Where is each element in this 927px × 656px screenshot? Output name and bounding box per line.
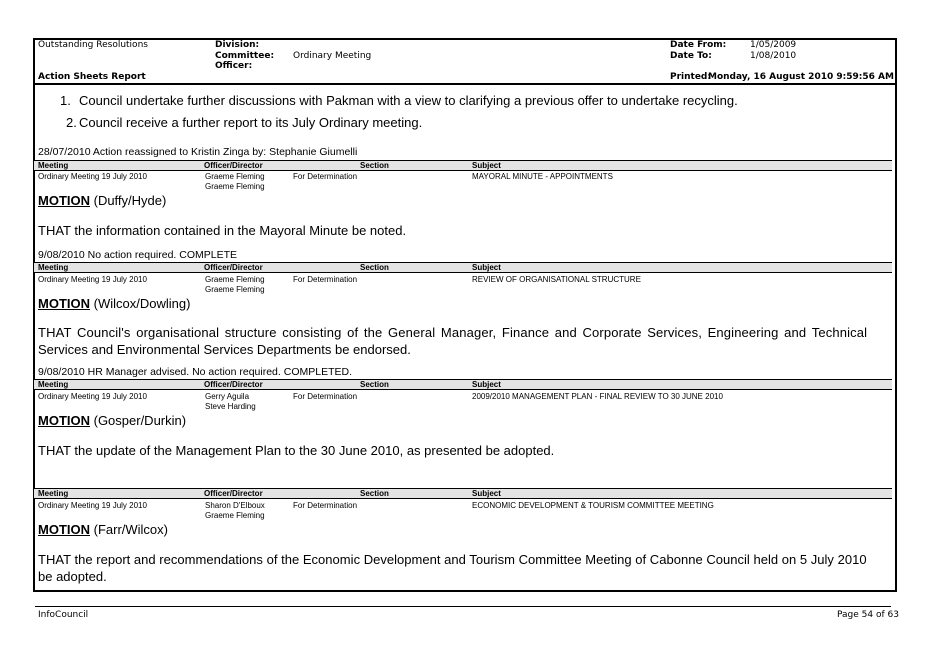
intro-item2-number: 2. <box>66 115 77 130</box>
col-meeting: Meeting <box>38 161 69 170</box>
division-label: Division: <box>215 40 260 50</box>
printed-value: Monday, 16 August 2010 9:59:56 AM <box>708 72 894 82</box>
entry-officer: Graeme Fleming <box>205 172 265 181</box>
resolution-text: THAT the report and recommendations of the Economic Development and Tourism Committee Meeting of Cabonne Council held on 5 July 2010 <box>38 552 867 567</box>
entry-subject: REVIEW OF ORGANISATIONAL STRUCTURE <box>472 275 641 284</box>
entry-meeting: Ordinary Meeting 19 July 2010 <box>38 392 147 401</box>
date-to-label: Date To: <box>670 51 712 61</box>
table-header <box>34 262 892 273</box>
entry-subject: ECONOMIC DEVELOPMENT & TOURISM COMMITTEE MEETING <box>472 501 714 510</box>
col-section: Section <box>360 489 389 498</box>
table-header <box>34 160 892 171</box>
intro-status: 28/07/2010 Action reassigned to Kristin Zinga by: Stephanie Giumelli <box>38 146 358 158</box>
entry-meeting: Ordinary Meeting 19 July 2010 <box>38 501 147 510</box>
entry-officer: Gerry Aguila <box>205 392 250 401</box>
entry-officer: Steve Harding <box>205 402 256 411</box>
motion-label: MOTION <box>38 296 90 311</box>
intro-item1-text: Council undertake further discussions with Pakman with a view to clarifying a previous offer to undertake recycling. <box>79 93 738 108</box>
col-meeting: Meeting <box>38 380 69 389</box>
col-subject: Subject <box>472 489 501 498</box>
resolution-text: be adopted. <box>38 569 107 584</box>
col-officer: Officer/Director <box>204 489 263 498</box>
action-status: 9/08/2010 No action required. COMPLETE <box>38 249 238 261</box>
col-section: Section <box>360 161 389 170</box>
entry-officer: Graeme Fleming <box>205 182 265 191</box>
table-header <box>34 379 892 390</box>
intro-item2-text: Council receive a further report to its July Ordinary meeting. <box>79 115 423 130</box>
motion-label: MOTION <box>38 413 90 428</box>
resolution-text: THAT the update of the Management Plan to the 30 June 2010, as presented be adopted. <box>38 443 555 458</box>
action-status: 9/08/2010 HR Manager advised. No action required. COMPLETED. <box>38 366 352 378</box>
entry-subject: MAYORAL MINUTE - APPOINTMENTS <box>472 172 613 181</box>
col-section: Section <box>360 380 389 389</box>
motion-movers: (Farr/Wilcox) <box>90 522 168 537</box>
entry-section: For Determination <box>293 275 358 284</box>
date-from-label: Date From: <box>670 40 727 50</box>
entry-meeting: Ordinary Meeting 19 July 2010 <box>38 275 147 284</box>
date-to-value: 1/08/2010 <box>750 51 797 61</box>
motion-heading <box>38 193 166 208</box>
table-header <box>34 488 892 499</box>
footer-rule <box>35 606 891 607</box>
report-name: Outstanding Resolutions <box>38 40 148 50</box>
entry-section: For Determination <box>293 172 358 181</box>
col-subject: Subject <box>472 161 501 170</box>
resolution-text: THAT the information contained in the Mayoral Minute be noted. <box>38 223 407 238</box>
col-section: Section <box>360 263 389 272</box>
col-meeting: Meeting <box>38 263 69 272</box>
motion-label: MOTION <box>38 193 90 208</box>
entry-section: For Determination <box>293 501 358 510</box>
report-type: Action Sheets Report <box>38 72 146 82</box>
printed-label: Printed: <box>670 72 711 82</box>
motion-heading <box>38 296 190 311</box>
entry-officer: Graeme Fleming <box>205 285 265 294</box>
footer-page-number: Page 54 of 63 <box>837 610 899 620</box>
motion-label: MOTION <box>38 522 90 537</box>
motion-movers: (Gosper/Durkin) <box>90 413 187 428</box>
entry-meeting: Ordinary Meeting 19 July 2010 <box>38 172 147 181</box>
entry-officer: Sharon D'Elboux <box>205 501 265 510</box>
motion-movers: (Wilcox/Dowling) <box>90 296 191 311</box>
intro-item1-number: 1. <box>60 93 71 108</box>
committee-value: Ordinary Meeting <box>293 51 372 61</box>
entry-subject: 2009/2010 MANAGEMENT PLAN - FINAL REVIEW TO 30 JUNE 2010 <box>472 392 723 401</box>
motion-movers: (Duffy/Hyde) <box>90 193 167 208</box>
col-officer: Officer/Director <box>204 161 263 170</box>
col-officer: Officer/Director <box>204 263 263 272</box>
date-from-value: 1/05/2009 <box>750 40 797 50</box>
entry-officer: Graeme Fleming <box>205 511 265 520</box>
col-officer: Officer/Director <box>204 380 263 389</box>
col-meeting: Meeting <box>38 489 69 498</box>
resolution-text: Services and Environmental Services Departments be endorsed. <box>38 342 411 357</box>
officer-label: Officer: <box>215 61 253 71</box>
motion-heading <box>38 522 168 537</box>
col-subject: Subject <box>472 263 501 272</box>
footer-app-name: InfoCouncil <box>38 610 89 620</box>
entry-officer: Graeme Fleming <box>205 275 265 284</box>
col-subject: Subject <box>472 380 501 389</box>
entry-section: For Determination <box>293 392 358 401</box>
motion-heading <box>38 413 186 428</box>
committee-label: Committee: <box>215 51 275 61</box>
resolution-text: THAT Council's organisational structure consisting of the General Manager, Finance and Corporate Services, Engineering and Technical <box>38 325 868 340</box>
